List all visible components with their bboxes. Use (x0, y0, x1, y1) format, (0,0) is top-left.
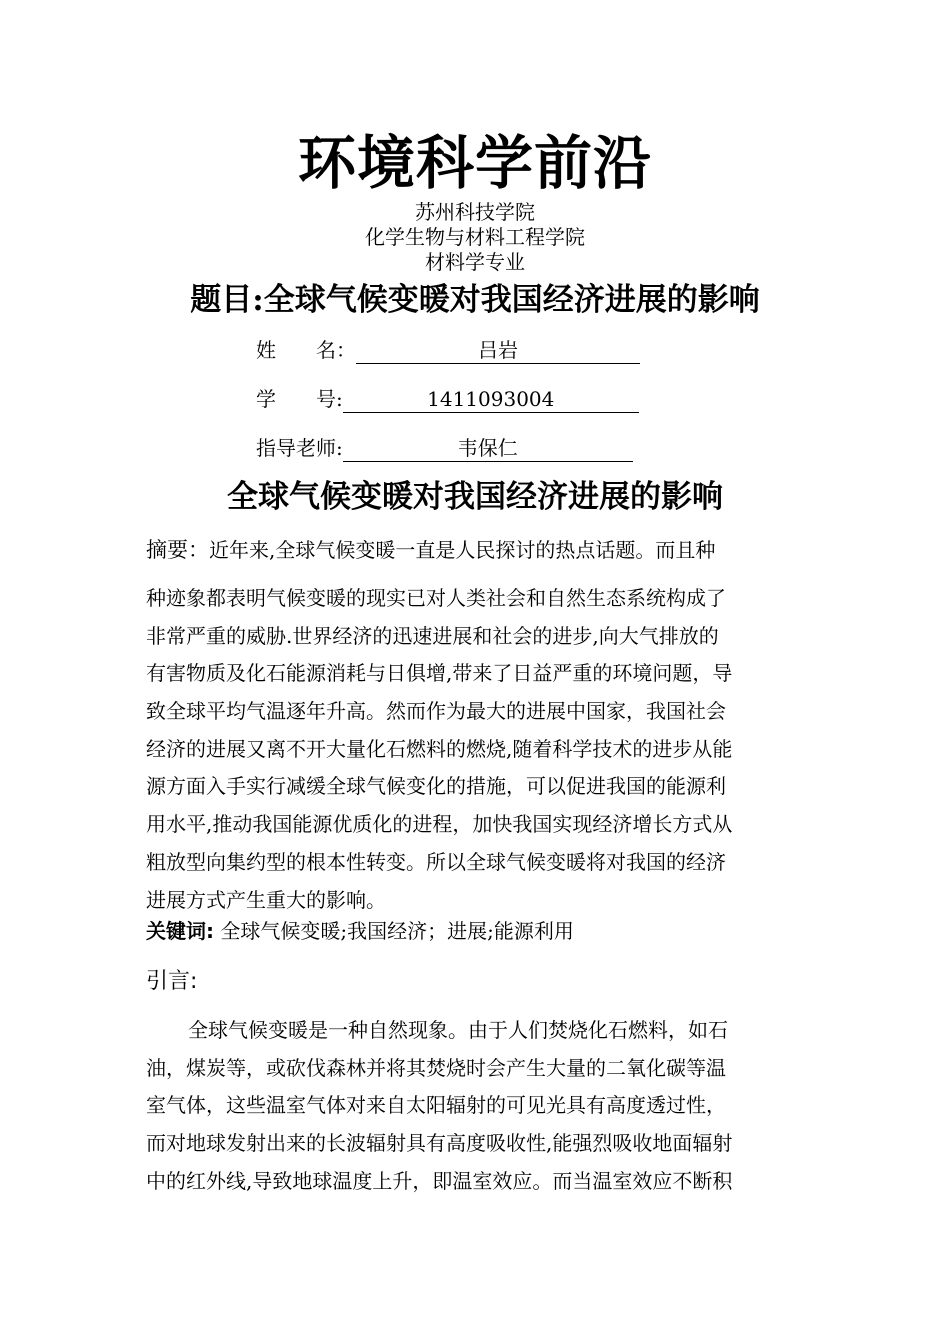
student-id-label: 学 号: (256, 387, 343, 411)
intro-line: 而对地球发射出来的长波辐射具有高度吸收性,能强烈吸收地面辐射 (146, 1131, 733, 1156)
abstract-line: 近年来,全球气候变暖一直是人民探讨的热点话题。而且种 (209, 538, 716, 562)
intro-line: 全球气候变暖是一种自然现象。由于人们焚烧化石燃料，如石 (188, 1018, 728, 1042)
main-title: 环境科学前沿 (297, 129, 652, 197)
major-name: 材料学专业 (425, 250, 525, 274)
abstract-first-line (146, 532, 715, 568)
abstract-line: 致全球平均气温逐年升高。然而作为最大的进展中国家，我国社会 (146, 699, 726, 724)
advisor-field (256, 434, 633, 462)
abstract-line: 用水平,推动我国能源优质化的进程，加快我国实现经济增长方式从 (146, 812, 733, 837)
university-name: 苏州科技学院 (415, 200, 535, 224)
student-id-value: 1411093004 (343, 386, 639, 413)
abstract-line: 有害物质及化石能源消耗与日俱增,带来了日益严重的环境问题，导 (146, 661, 733, 686)
abstract-body (146, 580, 806, 919)
intro-body (146, 1012, 806, 1200)
abstract-line: 源方面入手实行减缓全球气候变化的措施，可以促进我国的能源利 (146, 774, 726, 799)
abstract-line: 种迹象都表明气候变暖的现实已对人类社会和自然生态系统构成了 (146, 586, 726, 610)
student-id-field (256, 385, 639, 413)
intro-line: 油，煤炭等，或砍伐森林并将其焚烧时会产生大量的二氧化碳等温 (146, 1055, 726, 1080)
intro-line: 室气体，这些温室气体对来自太阳辐射的可见光具有高度透过性， (146, 1093, 726, 1118)
advisor-label: 指导老师: (256, 436, 343, 460)
name-field (256, 336, 640, 364)
abstract-line: 进展方式产生重大的影响。 (146, 887, 386, 912)
keywords-value: 全球气候变暖;我国经济；进展;能源利用 (220, 919, 574, 943)
abstract-line: 粗放型向集约型的根本性转变。所以全球气候变暖将对我国的经济 (146, 849, 726, 874)
name-label: 姓 名： (256, 338, 356, 362)
keywords-line (146, 914, 574, 948)
name-value: 吕岩 (356, 337, 640, 364)
keywords-label: 关键词: (146, 919, 214, 943)
topic-title: 题目:全球气候变暖对我国经济进展的影响 (190, 282, 760, 318)
intro-heading: 引言: (146, 969, 198, 994)
abstract-line: 非常严重的威胁.世界经济的迅速进展和社会的进步,向大气排放的 (146, 623, 719, 648)
abstract-line: 经济的进展又离不开大量化石燃料的燃烧,随着科学技术的进步从能 (146, 736, 733, 761)
article-title: 全球气候变暖对我国经济进展的影响 (227, 479, 723, 515)
abstract-label: 摘要： (146, 538, 209, 562)
intro-line: 中的红外线,导致地球温度上升，即温室效应。而当温室效应不断积 (146, 1168, 733, 1193)
advisor-value: 韦保仁 (343, 435, 633, 462)
college-name: 化学生物与材料工程学院 (365, 225, 585, 249)
